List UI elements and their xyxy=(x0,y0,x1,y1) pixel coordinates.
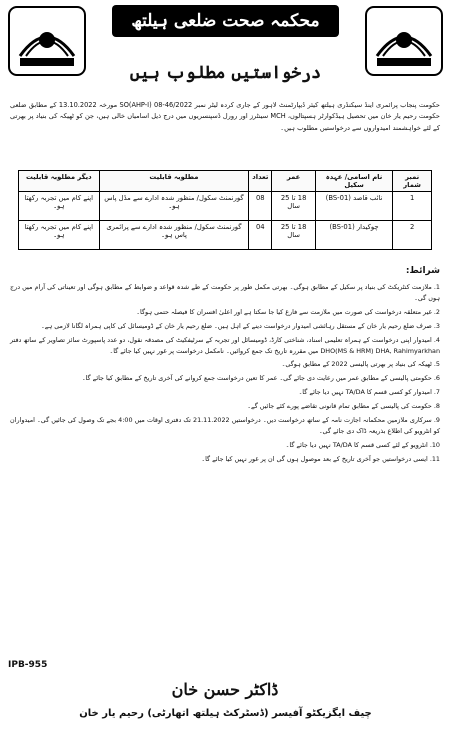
table-cell: 08 xyxy=(249,192,272,221)
table-cell: اپنے کام میں تجربہ رکھتا ہو۔ xyxy=(19,221,100,250)
government-emblem-icon xyxy=(8,6,86,76)
government-emblem-icon xyxy=(365,6,443,76)
page-title: درخواستیں مطلوب ہیں xyxy=(129,63,322,83)
conditions-heading: شرائط: xyxy=(405,266,440,276)
table-cell: 18 تا 25 سال xyxy=(272,192,315,221)
list-item: 10. انٹرویو کے لئے کسی قسم کا TA/DA نہیں دیا جائے گا۔ xyxy=(285,440,440,449)
intro-paragraph: حکومت پنجاب پرائمری اینڈ سیکنڈری ہیلتھ کیئر ڈیپارٹمنٹ لاہور کے جاری کردہ لیٹر نمبر SO(AHP-I) 08-46/2022 مورخہ 13.10.2022 کے مطابق ضلعی حکومت رحیم یار خان میں تحصیل ہیڈکوارٹر ہسپتالوں، MCH سینٹرز اور رورل ڈسپنسریوں میں درج ذیل اسامیاں خالی ہیں، جن کو ٹھیکہ کی بنیاد پر بھرتی کے لئے خواہشمند امیدواروں سے درخواستیں مطلوب ہیں۔ xyxy=(10,101,440,132)
column-header: عمر xyxy=(272,171,315,192)
list-item: 3. صرف ضلع رحیم یار خان کے مستقل رہائشی امیدوار درخواست دینے کے اہل ہیں۔ ضلع رحیم یار خان کے ڈومیسائل کی کاپی ہمراہ لگانا لازمی ہے۔ xyxy=(40,321,440,330)
column-header: دیگر مطلوبہ قابلیت xyxy=(19,171,100,192)
list-item: 11. ایسی درخواستیں جو آخری تاریخ کے بعد موصول ہوں گی ان پر غور نہیں کیا جائے گا۔ xyxy=(201,454,440,463)
column-header: نمبر شمار xyxy=(393,171,432,192)
signer-designation: چیف ایگزیکٹو آفیسر (ڈسٹرکٹ ہیلتھ اتھارٹی) رحیم یار خان xyxy=(79,708,372,719)
table-cell: گورنمنٹ سکول/ منظور شدہ ادارے سے پرائمری پاس ہو۔ xyxy=(99,221,249,250)
table-cell: نائب قاصد (BS-01) xyxy=(315,192,392,221)
list-item: 7. امیدوار کو کسی قسم کا TA/DA نہیں دیا جائے گا۔ xyxy=(298,388,440,397)
list-item: 6. حکومتی پالیسی کے مطابق عمر میں رعایت دی جائے گی۔ عمر کا تعین درخواست جمع کروانے کی آخری تاریخ کے مطابق کیا جائے گا۔ xyxy=(81,374,440,383)
list-item: 4. امیدوار اپنی درخواست کے ہمراہ تعلیمی اسناد، شناختی کارڈ، ڈومیسائل اور تجربہ کے سرٹیفکیٹ کی مصدقہ نقول، دو عدد پاسپورٹ سائز تصاویر کے ساتھ دفتر DHO(MS & HRM) DHA, Rahimyarkhan میں مقررہ تاریخ تک جمع کروائیں۔ نامکمل درخواست پر غور نہیں کیا جائے گا۔ xyxy=(10,335,440,355)
vacancy-table-wrapper xyxy=(18,170,432,250)
column-header: نام اسامی/ عہدہ سکیل xyxy=(315,171,392,192)
list-item: 5. ٹھیکہ کی بنیاد پر بھرتی پالیسی 2022 کے مطابق ہوگی۔ xyxy=(281,360,440,369)
list-item: 1. ملازمت کنٹریکٹ کی بنیاد پر سکیل کے مطابق ہوگی۔ بھرتی مکمل طور پر حکومت کے طے شدہ قواعد و ضوابط کے مطابق ہوگی اور تعیناتی کی آرام میں درج ہوں گی۔ xyxy=(10,283,440,302)
table-cell: 18 تا 25 سال xyxy=(272,221,315,250)
table-row xyxy=(19,192,432,221)
vacancy-table xyxy=(18,170,432,250)
table-cell: اپنے کام میں تجربہ رکھتا ہو۔ xyxy=(19,192,100,221)
column-header: تعداد xyxy=(249,171,272,192)
reference-code: IPB-955 xyxy=(8,660,48,670)
conditions-list xyxy=(10,282,440,468)
table-cell: 04 xyxy=(249,221,272,250)
list-item: 2. غیر متعلقہ درخواست کی صورت میں ملازمت سے فارغ کیا جا سکتا ہے اور اعلیٰ افسران کا فیصلہ حتمی ہوگا۔ xyxy=(136,307,440,316)
table-header-row xyxy=(19,171,432,192)
header xyxy=(0,0,451,92)
table-cell: 1 xyxy=(393,192,432,221)
table-row xyxy=(19,221,432,250)
table-cell: گورنمنٹ سکول/ منظور شدہ ادارے سے مڈل پاس ہو۔ xyxy=(99,192,249,221)
list-item: 9. سرکاری ملازمین محکمانہ اجازت نامہ کے ساتھ درخواست دیں۔ درخواستیں 21.11.2022 تک دفتری اوقات میں 4:00 بجے تک وصول کی جائیں گی۔ امیدواران کو انٹرویو کی اطلاع بذریعہ ڈاک دی جائے گی۔ xyxy=(10,416,440,435)
organization-title: محکمہ صحت ضلعی ہیلتھ اتھارٹی رحیم یار خان xyxy=(112,5,339,37)
table-cell: چوکیدار (BS-01) xyxy=(315,221,392,250)
list-item: 8. حکومت کی پالیسی کے مطابق تمام قانونی تقاضے پورے کئے جائیں گے۔ xyxy=(247,402,440,411)
table-cell: 2 xyxy=(393,221,432,250)
signer-name: ڈاکٹر حسن خان xyxy=(171,680,279,699)
column-header: مطلوبہ قابلیت xyxy=(99,171,249,192)
